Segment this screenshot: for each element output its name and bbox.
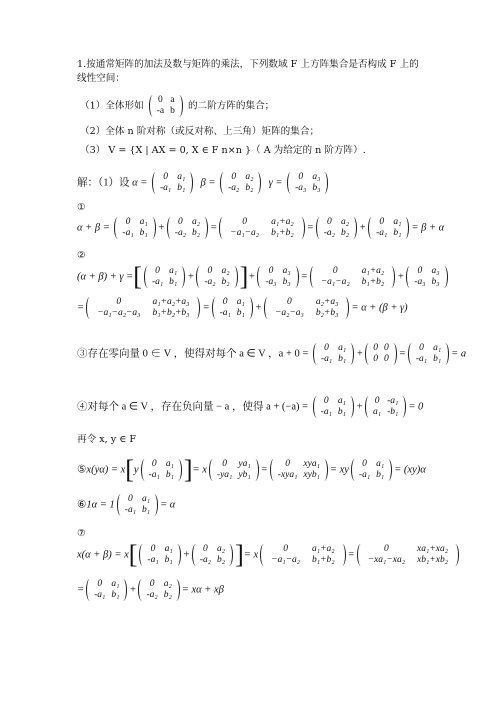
step-7-equation-a: x(α + β) = x[ 0 a₁ -a₁ b₁ + 0 a₂ -a₂ b₂ ]= x 0 a₁+a₂ −a₁−a₂ b₁+b₂ = 0 xa₁+xa₂ −xa₁−xa₂ xb₁+xb₂	[77, 542, 461, 568]
step-1-marker: ①	[77, 202, 86, 213]
step-6-equation: ⑥1α = 1 0 a₁ -a₁ b₁ = α	[77, 494, 176, 515]
step-2-marker: ②	[77, 250, 86, 261]
item-1	[80, 95, 274, 117]
problem-line-1: 1.按通常矩阵的加法及数与矩阵的乘法，下列数域 F 上方阵集合是否构成 F 上的	[77, 59, 419, 70]
item-1-prefix: （1）全体形如	[80, 100, 144, 112]
step-2-equation-a: (α + β) + γ =[ 0 a₁ -a₁ b₁ + 0 a₂ -a₂ b₂ ]+ 0 a₃ -a₃ b₃ = 0 a₁+a₂ −a₁−a₂ b₁+b₂ + 0 a₃ -a₃ b₃	[77, 264, 450, 290]
matrix-form: 0 a -a b	[149, 95, 183, 117]
step-4-equation: ④对每个 a ∈ V ，存在负向量 − a ，使得 a + (−a) = 0 a₁ -a₁ b₁ + 0 -a₁ a₁ -b₁ = 0	[77, 396, 424, 417]
step-2-equation-b: = 0 a₁+a₂+a₃ −a₁−a₂−a₃ b₁+b₂+b₃ = 0 a₁ -a₁ b₁ + 0 a₂+a₃ −a₂−a₃ b₂+b₃ = α + (β + γ)	[77, 297, 408, 318]
item-1-suffix: 的二阶方阵的集合；	[187, 100, 275, 112]
again-let: 再令 x, y ∈ F	[77, 434, 137, 445]
step-7-marker: ⑦	[77, 528, 86, 539]
step-7-equation-b: = 0 a₁ -a₁ b₁ + 0 a₂ -a₂ b₂ = xα + xβ	[77, 579, 224, 600]
item-3: （3） V = {X | AX = 0, X ∈ F n×n }（ A 为给定的 n 阶方阵）.	[80, 145, 366, 156]
step-5-equation: ⑤x(yα) = x[y 0 a₁ -a₁ b₁ ]= x 0 ya₁ -ya₁ yb₁ = 0 xya₁ -xya₁ xyb₁ = xy 0 a₁ -a₁ b₁ = (xy)α	[77, 455, 426, 484]
step-1-equation: α + β = 0 a₁ -a₁ b₁ + 0 a₂ -a₂ b₂ = 0 a₁+a₂ −a₁−a₂ b₁+b₂ = 0 a₂ -a₂ b₂ + 0 a₁ -a₁ b₁ = β + α	[77, 217, 445, 238]
step-3-equation: ③存在零向量 0 ∈ V ，使得对每个 a ∈ V ，a + 0 = 0 a₁ -a₁ b₁ + 0 0 0 0 = 0 a₁ -a₁ b₁ = a	[77, 343, 467, 364]
item-2: （2）全体 n 阶对称（或反对称、上三角）矩阵的集合；	[80, 126, 320, 137]
problem-line-2: 线性空间：	[77, 73, 125, 84]
solution-intro: 解：（1）设 α = 0 a₁ -a₁ b₁ β = 0 a₂ -a₂ b₂ γ = 0 a₃ -a₃ b₃	[77, 172, 330, 194]
